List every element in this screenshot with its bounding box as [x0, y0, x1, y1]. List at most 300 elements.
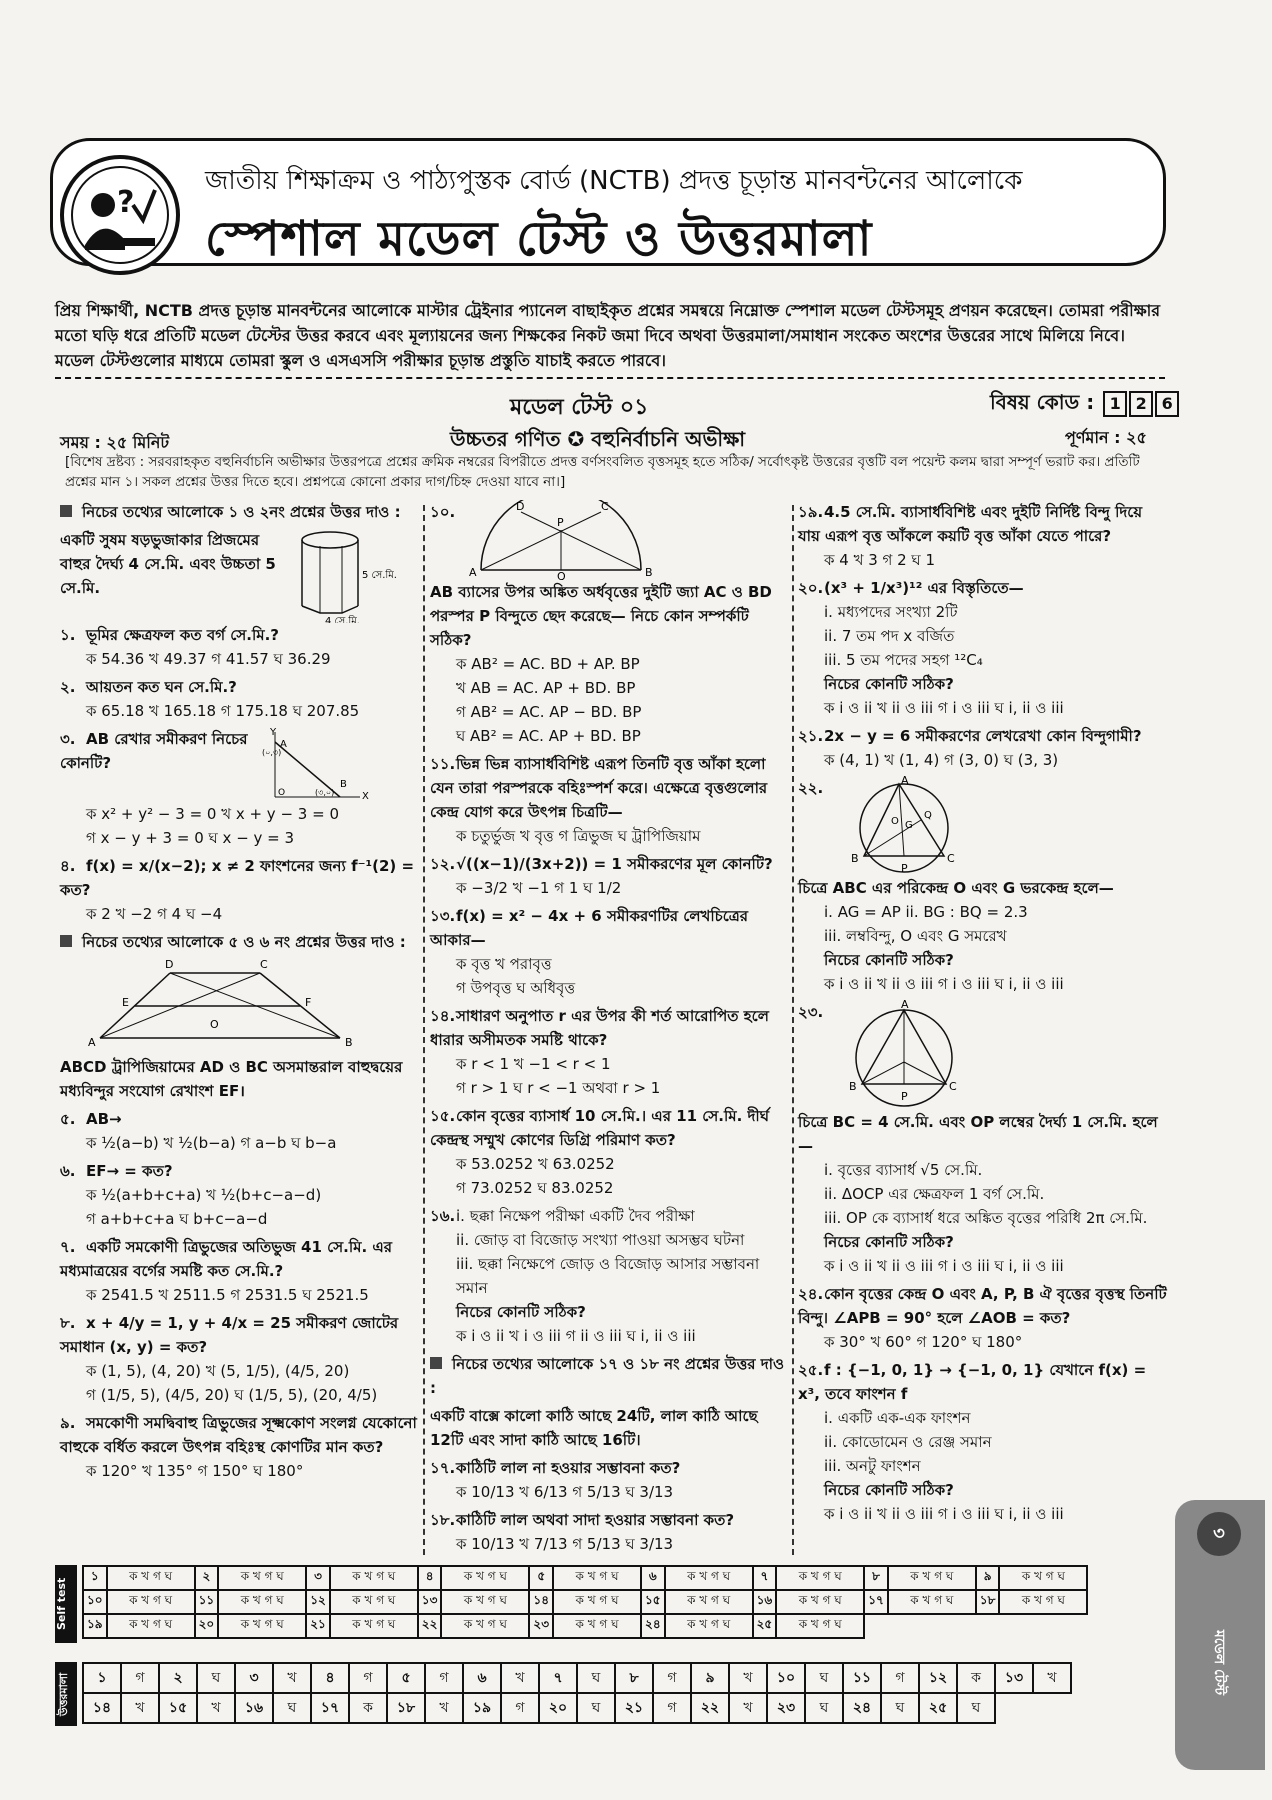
question-text: কাঠিটি লাল অথবা সাদা হওয়ার সম্ভাবনা কত? — [456, 1511, 735, 1529]
answer-bubbles[interactable]: ক খ গ ঘ — [330, 1566, 418, 1590]
question-text: নিচের কোনটি সঠিক? — [824, 951, 954, 969]
question-number: ১৭. — [430, 1459, 456, 1477]
answer-number: ২ — [159, 1663, 197, 1693]
subject-title: উচ্চতর গণিত ✪ বহুনির্বাচনি অভীক্ষা — [450, 427, 746, 451]
answer-number: ৯ — [691, 1663, 729, 1693]
self-test-number: ৮ — [864, 1566, 888, 1590]
point-label: B — [848, 1080, 857, 1093]
full-marks: পূর্ণমান : ২৫ — [1065, 428, 1147, 447]
answer-number: ১৮ — [387, 1693, 425, 1723]
point-label: A — [900, 1000, 909, 1011]
question-text: নিচের কোনটি সঠিক? — [456, 1303, 586, 1321]
answer-letter: গ — [501, 1693, 539, 1723]
options: ক 65.18 খ 165.18 গ 175.18 ঘ 207.85 — [86, 702, 360, 720]
page-tab — [1175, 1500, 1265, 1770]
question-16 — [430, 1204, 790, 1348]
question-18 — [430, 1508, 790, 1556]
question-text: কোন বৃত্তের ব্যাসার্ধ 10 সে.মি.। এর 11 সে.মি. দীর্ঘ কেন্দ্রস্থ সম্মুখ কোণের ডিগ্রি পরিমাণ কত? — [430, 1107, 769, 1149]
question-number: ২. — [60, 678, 76, 696]
answer-number: ১৫ — [159, 1693, 197, 1723]
question-17 — [430, 1456, 790, 1504]
options: ক 53.0252 খ 63.0252 — [456, 1155, 615, 1173]
prism-figure — [290, 528, 410, 623]
statement: i. মধ্যপদের সংখ্যা 2টি — [824, 603, 958, 621]
answer-number: ২৪ — [843, 1693, 881, 1723]
question-text: চিত্রে BC = 4 সে.মি. এবং OP লম্বের দৈর্ঘ্য 1 সে.মি. হলে— — [798, 1113, 1158, 1155]
self-test-number: ২০ — [195, 1614, 219, 1638]
stem-text: নিচের তথ্যের আলোকে ১ ও ২নং প্রশ্নের উত্তর দাও : — [82, 503, 401, 521]
question-number: ২১. — [798, 727, 824, 745]
self-test-number: ১৪ — [529, 1590, 553, 1614]
question-24 — [798, 1282, 1168, 1354]
point-label: A — [280, 739, 287, 750]
stem-1-block — [60, 528, 420, 623]
answer-bubbles[interactable]: ক খ গ ঘ — [441, 1614, 529, 1638]
question-number: ৩. — [60, 730, 76, 748]
answer-number: ২৫ — [919, 1693, 957, 1723]
point-label: P — [900, 1090, 908, 1103]
svg-text:?: ? — [117, 185, 135, 220]
self-test-grid — [82, 1565, 1088, 1639]
statement: ii. জোড় বা বিজোড় সংখ্যা পাওয়া অসম্ভব ঘটনা — [456, 1231, 745, 1249]
stem-17-18 — [430, 1352, 790, 1400]
answer-bubbles[interactable]: ক খ গ ঘ — [776, 1614, 864, 1638]
self-test-number: ২ — [195, 1566, 219, 1590]
statement: i. বৃত্তের ব্যাসার্ধ √5 সে.মি. — [824, 1161, 983, 1179]
answer-bubbles[interactable]: ক খ গ ঘ — [999, 1590, 1087, 1614]
self-test-number: ১০ — [83, 1590, 107, 1614]
question-number: ২২. — [798, 779, 824, 797]
statement: i. AG = AP ii. BG : BQ = 2.3 — [824, 903, 1028, 921]
question-number: ১৩. — [430, 907, 456, 925]
answer-bubbles[interactable]: ক খ গ ঘ — [553, 1590, 641, 1614]
square-bullet-icon — [60, 505, 72, 517]
page-tab-text: মডেল টেস্ট — [1211, 1630, 1227, 1696]
question-1 — [60, 623, 420, 671]
self-test-number: ৭ — [753, 1566, 777, 1590]
question-text: AB রেখার সমীকরণ নিচের কোনটি? — [60, 730, 248, 772]
options: গ (1/5, 5), (4/5, 20) ঘ (1/5, 5), (20, 4/5) — [86, 1386, 378, 1404]
self-test-row — [83, 1566, 1087, 1590]
statement: i. ছক্কা নিক্ষেপ পরীক্ষা একটি দৈব পরীক্ষা — [456, 1207, 695, 1225]
answer-bubbles[interactable]: ক খ গ ঘ — [107, 1614, 195, 1638]
point-label: G — [904, 820, 913, 831]
answer-letter: ঘ — [957, 1693, 995, 1723]
point-label: B — [644, 566, 653, 579]
self-test-number: ১ — [83, 1566, 107, 1590]
point-label: A — [88, 1036, 96, 1048]
question-10 — [430, 500, 790, 748]
question-number: ১১. — [430, 755, 456, 773]
question-number: ১৮. — [430, 1511, 456, 1529]
options: ক (4, 1) খ (1, 4) গ (3, 0) ঘ (3, 3) — [824, 751, 1059, 769]
logo-icon — [55, 150, 185, 280]
question-14 — [430, 1004, 790, 1100]
answer-letter: খ — [729, 1663, 767, 1693]
answer-number: ২২ — [691, 1693, 729, 1723]
answer-letter: খ — [501, 1663, 539, 1693]
self-test-number: ২৫ — [753, 1614, 777, 1638]
answer-bubbles[interactable]: ক খ গ ঘ — [107, 1566, 195, 1590]
self-test-number: ১৭ — [864, 1590, 888, 1614]
question-number: ১৫. — [430, 1107, 456, 1125]
circumcircle-figure — [829, 776, 979, 876]
question-text: 4.5 সে.মি. ব্যাসার্ধবিশিষ্ট এবং দুইটি নির্দিষ্ট বিন্দু দিয়ে যায় এরূপ বৃত্ত আঁকলে কয়টি বৃত্ত আঁকা যেতে পারে? — [798, 503, 1143, 545]
self-test-number: ১৫ — [641, 1590, 665, 1614]
banner-subtitle: জাতীয় শিক্ষাক্রম ও পাঠ্যপুস্তক বোর্ড (NCTB) প্রদত্ত চূড়ান্ত মানবন্টনের আলোকে — [205, 166, 1023, 196]
answer-number: ৭ — [539, 1663, 577, 1693]
question-number: ৯. — [60, 1414, 76, 1432]
answer-number: ৮ — [615, 1663, 653, 1693]
options: ক (1, 5), (4, 20) খ (5, 1/5), (4/5, 20) — [86, 1362, 350, 1380]
question-text: সাধারণ অনুপাত r এর উপর কী শর্ত আরোপিত হলে ধারার অসীমতক সমষ্টি থাকে? — [430, 1007, 769, 1049]
self-test-number: ৯ — [976, 1566, 1000, 1590]
column-divider — [423, 505, 425, 1555]
options: খ AB = AC. AP + BD. BP — [456, 679, 636, 697]
answer-letter: গ — [881, 1663, 919, 1693]
answer-letter: খ — [197, 1693, 235, 1723]
answer-number: ৬ — [463, 1663, 501, 1693]
point-label: Q — [923, 810, 932, 821]
answer-letter: গ — [653, 1663, 691, 1693]
answer-bubbles[interactable]: ক খ গ ঘ — [888, 1590, 976, 1614]
time-label: সময় : ২৫ মিনিট — [60, 433, 170, 452]
question-7 — [60, 1235, 420, 1307]
page-number: ৩ — [1197, 1512, 1241, 1556]
answer-grid — [82, 1662, 1072, 1724]
self-test-number: ২২ — [418, 1614, 442, 1638]
question-number: ২৩. — [798, 1003, 824, 1021]
question-number: ২৫. — [798, 1361, 824, 1379]
point-label: F — [305, 996, 312, 1009]
options: গ x − y + 3 = 0 ঘ x − y = 3 — [86, 829, 295, 847]
answer-letter: গ — [653, 1693, 691, 1723]
square-bullet-icon — [430, 1357, 442, 1369]
answer-bubbles[interactable]: ক খ গ ঘ — [218, 1614, 306, 1638]
answer-bubbles[interactable]: ক খ গ ঘ — [553, 1566, 641, 1590]
answer-bubbles[interactable]: ক খ গ ঘ — [776, 1590, 864, 1614]
statement: iii. ছক্কা নিক্ষেপে জোড় ও বিজোড় আসার সম্ভাবনা সমান — [456, 1255, 760, 1297]
self-test-number: ১৩ — [418, 1590, 442, 1614]
stem-text: একটি বাক্সে কালো কাঠি আছে 24টি, লাল কাঠি আছে 12টি এবং সাদা কাঠি আছে 16টি। — [430, 1407, 758, 1449]
options: ক 2 খ −2 গ 4 ঘ −4 — [86, 905, 223, 923]
question-15 — [430, 1104, 790, 1200]
self-test-number: ৪ — [418, 1566, 442, 1590]
point-label: D — [515, 500, 525, 513]
options: গ উপবৃত্ত ঘ অধিবৃত্ত — [456, 979, 576, 997]
self-test-number: ১৬ — [753, 1590, 777, 1614]
options: ক 30° খ 60° গ 120° ঘ 180° — [824, 1333, 1023, 1351]
options: ক i ও ii খ i ও iii গ ii ও iii ঘ i, ii ও iii — [456, 1327, 696, 1345]
options: ক i ও ii খ ii ও iii গ i ও iii ঘ i, ii ও iii — [824, 699, 1064, 717]
point-label: B — [345, 1036, 353, 1048]
options: ক r < 1 খ −1 < r < 1 — [456, 1055, 611, 1073]
answer-number: ১৬ — [235, 1693, 273, 1723]
options: গ AB² = AC. AP − BD. BP — [456, 703, 642, 721]
answer-letter: ঘ — [197, 1663, 235, 1693]
circle-triangle-figure — [829, 1000, 979, 1110]
question-text: x + 4/y = 1, y + 4/x = 25 সমীকরণ জোটের সমাধান (x, y) = কত? — [60, 1314, 399, 1356]
answer-letter: গ — [121, 1663, 159, 1693]
statement: iii. 5 তম পদের সহগ ¹²C₄ — [824, 651, 983, 669]
answers-label: উত্তরমালা — [55, 1662, 77, 1726]
question-number: ২০. — [798, 579, 824, 597]
point-label: C — [946, 852, 955, 865]
options: ক ½(a+b+c+a) খ ½(b+c−a−d) — [86, 1186, 322, 1204]
answer-letter: গ — [425, 1663, 463, 1693]
question-text: ভূমির ক্ষেত্রফল কত বর্গ সে.মি.? — [86, 626, 279, 644]
point-label: O — [890, 816, 899, 827]
stem-1-2 — [60, 500, 420, 524]
question-text: কোন বৃত্তের কেন্দ্র O এবং A, P, B ঐ বৃত্তের বৃত্তস্থ তিনটি বিন্দু। ∠APB = 90° হলে ∠AOB = কত? — [798, 1285, 1167, 1327]
self-test-number: ৬ — [641, 1566, 665, 1590]
options: ক বৃত্ত খ পরাবৃত্ত — [456, 955, 552, 973]
question-11 — [430, 752, 790, 848]
options: ক i ও ii খ ii ও iii গ i ও iii ঘ i, ii ও iii — [824, 975, 1064, 993]
self-test-number: ৩ — [306, 1566, 330, 1590]
answer-number: ১ — [83, 1663, 121, 1693]
question-number: ৫. — [60, 1110, 76, 1128]
answer-bubbles[interactable]: ক খ গ ঘ — [888, 1566, 976, 1590]
subject-code — [990, 388, 1179, 421]
answer-bubbles[interactable]: ক খ গ ঘ — [218, 1590, 306, 1614]
answer-number: ১৩ — [995, 1663, 1033, 1693]
answer-letter: ঘ — [577, 1663, 615, 1693]
question-text: f(x) = x² − 4x + 6 সমীকরণটির লেখচিত্রের আকার— — [430, 907, 749, 949]
self-test-number: ১৯ — [83, 1614, 107, 1638]
answer-number: ৩ — [235, 1663, 273, 1693]
answer-letter: গ — [349, 1663, 387, 1693]
question-text: AB→ — [86, 1110, 122, 1128]
question-text: কাঠিটি লাল না হওয়ার সম্ভাবনা কত? — [456, 1459, 681, 1477]
answer-number: ১৭ — [311, 1693, 349, 1723]
answer-letter: খ — [273, 1663, 311, 1693]
coord-label: (০,৩) — [262, 748, 282, 757]
options: ঘ AB² = AC. AP + BD. BP — [456, 727, 641, 745]
options: ক 2541.5 খ 2511.5 গ 2531.5 ঘ 2521.5 — [86, 1286, 369, 1304]
question-number: ১৬. — [430, 1207, 456, 1225]
code-digit: 2 — [1129, 391, 1153, 417]
answer-letter: খ — [425, 1693, 463, 1723]
self-test-number: ২১ — [306, 1614, 330, 1638]
prism-height-label: 5 সে.মি. — [362, 570, 397, 581]
point-label: Q — [556, 570, 566, 580]
answer-bubbles[interactable]: ক খ গ ঘ — [441, 1590, 529, 1614]
options: ক x² + y² − 3 = 0 খ x + y − 3 = 0 — [86, 805, 339, 823]
options: ক 4 খ 3 গ 2 ঘ 1 — [824, 551, 935, 569]
point-label: D — [165, 958, 174, 971]
answer-bubbles[interactable]: ক খ গ ঘ — [441, 1566, 529, 1590]
banner-title: স্পেশাল মডেল টেস্ট ও উত্তরমালা — [205, 211, 873, 267]
question-25 — [798, 1358, 1168, 1526]
axis-label: Y — [270, 727, 277, 738]
question-text: (x³ + 1/x³)¹² এর বিস্তৃতিতে— — [824, 579, 1024, 597]
question-number: ১৪. — [430, 1007, 456, 1025]
model-test-title: মডেল টেস্ট ০১ — [510, 395, 649, 420]
question-number: ৮. — [60, 1314, 76, 1332]
question-22 — [798, 776, 1168, 996]
answer-number: ১০ — [767, 1663, 805, 1693]
point-label: C — [600, 500, 609, 513]
answer-letter: ঘ — [805, 1693, 843, 1723]
question-5 — [60, 1107, 420, 1155]
question-number: ১. — [60, 626, 76, 644]
answer-number: ২৩ — [767, 1693, 805, 1723]
self-test-number: ১৮ — [976, 1590, 1000, 1614]
point-label: E — [122, 996, 129, 1009]
answer-letter: খ — [121, 1693, 159, 1723]
options: গ a+b+c+a ঘ b+c−a−d — [86, 1210, 268, 1228]
point-label: P — [556, 516, 564, 529]
statement: iii. অনটু ফাংশন — [824, 1457, 921, 1475]
column-1 — [60, 500, 420, 1487]
semicircle-figure — [461, 500, 661, 580]
self-test-row — [83, 1614, 1087, 1638]
answer-number: ৪ — [311, 1663, 349, 1693]
instruction: [বিশেষ দ্রষ্টব্য : সরবরাহকৃত বহুনির্বাচনি অভীক্ষার উত্তরপত্রে প্রশ্নের ক্রমিক নম্বরের বিপরীতে প্রদত্ত বর্ণসংবলিত বৃত্তসমূহ হতে সঠিক/ সর্বোৎকৃষ্ট উত্তরের বৃত্তটি বল পয়েন্ট কলম দ্বারা সম্পূর্ণ ভরাট কর। প্রতিটি প্রশ্নের মান ১। সকল প্রশ্নের উত্তর দিতে হবে। প্রশ্নপত্রে কোনো প্রকার দাগ/চিহ্ন দেওয়া যাবে না।] — [65, 454, 1140, 490]
question-8 — [60, 1311, 420, 1407]
point-label: O — [278, 788, 286, 798]
code-digit: 1 — [1103, 391, 1127, 417]
options: ক 10/13 খ 7/13 গ 5/13 ঘ 3/13 — [456, 1535, 674, 1553]
point-label: A — [468, 566, 477, 579]
options: গ 73.0252 ঘ 83.0252 — [456, 1179, 614, 1197]
statement: iii. লম্ববিন্দু, O এবং G সমরেখ — [824, 927, 1007, 945]
point-label: B — [850, 852, 859, 865]
answer-bubbles[interactable]: ক খ গ ঘ — [107, 1590, 195, 1614]
point-label: P — [900, 862, 908, 875]
prism-side-label: 4 সে.মি. — [325, 616, 360, 623]
point-label: C — [260, 958, 268, 971]
answer-number: ১৪ — [83, 1693, 121, 1723]
question-21 — [798, 724, 1168, 772]
options: ক চতুর্ভুজ খ বৃত্ত গ ত্রিভুজ ঘ ট্রাপিজিয়াম — [456, 827, 701, 845]
column-2 — [430, 500, 790, 1560]
statement: ii. কোডোমেন ও রেঞ্জ সমান — [824, 1433, 992, 1451]
column-divider — [792, 505, 794, 1555]
answer-bubbles[interactable]: ক খ গ ঘ — [330, 1614, 418, 1638]
intro-text: প্রিয় শিক্ষার্থী, NCTB প্রদত্ত চূড়ান্ত মানবন্টনের আলোকে মাস্টার ট্রেইনার প্যানেল বাছাইকৃত প্রশ্নের সমন্বয়ে নিম্নোক্ত স্পেশাল মডেল টেস্টসমূহ প্রণয়ন করেছেন। তোমরা পরীক্ষার মতো ঘড়ি ধরে প্রতিটি মডেল টেস্টের উত্তর করবে এবং মূল্যায়নের জন্য শিক্ষকের নিকট জমা দিবে অথবা উত্তরমালা/সমাধান সংকেত অংশের উত্তরের সাথে মিলিয়ে নিবে। মডেল টেস্টগুলোর মাধ্যমে তোমরা স্কুল ও এসএসসি পরীক্ষার চূড়ান্ত প্রস্তুতি যাচাই করতে পারবে। — [55, 301, 1161, 370]
self-test-number: ৫ — [529, 1566, 553, 1590]
options: ক 10/13 খ 6/13 গ 5/13 ঘ 3/13 — [456, 1483, 674, 1501]
line-ab-figure — [260, 727, 370, 802]
question-23 — [798, 1000, 1168, 1278]
point-label: O — [210, 1018, 219, 1031]
answer-letter: ঘ — [805, 1663, 843, 1693]
question-text: আয়তন কত ঘন সে.মি.? — [86, 678, 237, 696]
answer-bubbles[interactable]: ক খ গ ঘ — [330, 1590, 418, 1614]
question-9 — [60, 1411, 420, 1483]
question-text: f : {−1, 0, 1} → {−1, 0, 1} যেখানে f(x) = x³, তবে ফাংশন f — [798, 1361, 1147, 1403]
self-test-number: ১২ — [306, 1590, 330, 1614]
answer-bubbles[interactable]: ক খ গ ঘ — [999, 1566, 1087, 1590]
question-text: নিচের কোনটি সঠিক? — [824, 675, 954, 693]
point-label: C — [948, 1080, 957, 1093]
stem-5-6 — [60, 930, 420, 954]
question-6 — [60, 1159, 420, 1231]
options: ক AB² = AC. BD + AP. BP — [456, 655, 640, 673]
answer-bubbles[interactable]: ক খ গ ঘ — [665, 1566, 753, 1590]
question-text: AB ব্যাসের উপর অঙ্কিত অর্ধবৃত্তের দুইটি জ্যা AC ও BD পরস্পর P বিন্দুতে ছেদ করেছে— নিচে কোন সম্পর্কটি সঠিক? — [430, 583, 772, 649]
question-20 — [798, 576, 1168, 720]
question-text: EF→ = কত? — [86, 1162, 173, 1180]
options: ক 120° খ 135° গ 150° ঘ 180° — [86, 1462, 304, 1480]
answer-bubbles[interactable]: ক খ গ ঘ — [665, 1614, 753, 1638]
question-13 — [430, 904, 790, 1000]
question-text: 2x − y = 6 সমীকরণের লেখরেখা কোন বিন্দুগামী? — [824, 727, 1142, 745]
question-text: চিত্রে ABC এর পরিকেন্দ্র O এবং G ভরকেন্দ্র হলে— — [798, 879, 1114, 897]
statement: ii. 7 তম পদ x বর্জিত — [824, 627, 955, 645]
answer-number: ৫ — [387, 1663, 425, 1693]
question-19 — [798, 500, 1168, 572]
question-text: সমকোণী সমদ্বিবাহু ত্রিভুজের সূক্ষ্মকোণ সংলগ্ন যেকোনো বাহুকে বর্ধিত করলে উৎপন্ন বহিঃস্থ কোণটির মান কত? — [60, 1414, 417, 1456]
answer-letter: খ — [729, 1693, 767, 1723]
options: ক ½(a−b) খ ½(b−a) গ a−b ঘ b−a — [86, 1134, 337, 1152]
question-number: ৪. — [60, 857, 76, 875]
question-text: একটি সমকোণী ত্রিভুজের অতিভুজ 41 সে.মি. এর মধ্যমাত্রয়ের বর্গের সমষ্টি কত সে.মি.? — [60, 1238, 393, 1280]
question-number: ৬. — [60, 1162, 76, 1180]
column-3 — [798, 500, 1168, 1530]
options: ক 54.36 খ 49.37 গ 41.57 ঘ 36.29 — [86, 650, 331, 668]
self-test-number: ১১ — [195, 1590, 219, 1614]
answer-number: ১১ — [843, 1663, 881, 1693]
question-text: নিচের কোনটি সঠিক? — [824, 1233, 954, 1251]
options: ক −3/2 খ −1 গ 1 ঘ 1/2 — [456, 879, 622, 897]
answer-letter: ঘ — [273, 1693, 311, 1723]
statement: ii. ΔOCP এর ক্ষেত্রফল 1 বর্গ সে.মি. — [824, 1185, 1045, 1203]
point-label: B — [340, 779, 347, 790]
answer-bubbles[interactable]: ক খ গ ঘ — [665, 1590, 753, 1614]
answer-number: ২০ — [539, 1693, 577, 1723]
options: ক i ও ii খ ii ও iii গ i ও iii ঘ i, ii ও iii — [824, 1505, 1064, 1523]
question-number: ১০. — [430, 503, 456, 521]
question-3 — [60, 727, 420, 850]
question-text: √((x−1)/(3x+2)) = 1 সমীকরণের মূল কোনটি? — [456, 855, 773, 873]
answer-letter: ঘ — [881, 1693, 919, 1723]
answer-row — [83, 1693, 1071, 1723]
coord-label: (৩,০) — [315, 788, 335, 797]
self-test-number: ২৪ — [641, 1614, 665, 1638]
stem-text: একটি সুষম ষড়ভুজাকার প্রিজমের বাহুর দৈর্ঘ্য 4 সে.মি. এবং উচ্চতা 5 সে.মি. — [60, 531, 276, 597]
answer-bubbles[interactable]: ক খ গ ঘ — [218, 1566, 306, 1590]
question-number: ২৪. — [798, 1285, 824, 1303]
code-digit: 6 — [1155, 391, 1179, 417]
answer-number: ১২ — [919, 1663, 957, 1693]
statement: iii. OP কে ব্যাসার্ধ ধরে অঙ্কিত বৃত্তের পরিধি 2π সে.মি. — [824, 1209, 1148, 1227]
self-test-label: Self test — [55, 1565, 77, 1643]
statement: i. একটি এক-এক ফাংশন — [824, 1409, 971, 1427]
answer-bubbles[interactable]: ক খ গ ঘ — [553, 1614, 641, 1638]
subject-code-label: বিষয় কোড : — [990, 390, 1095, 414]
answer-number: ১৯ — [463, 1693, 501, 1723]
stem-text: নিচের তথ্যের আলোকে ৫ ও ৬ নং প্রশ্নের উত্তর দাও : — [82, 933, 406, 951]
point-label: A — [900, 776, 909, 787]
divider — [55, 377, 1165, 379]
self-test-row — [83, 1590, 1087, 1614]
answer-number: ২১ — [615, 1693, 653, 1723]
question-number: ১২. — [430, 855, 456, 873]
answer-letter: খ — [1033, 1663, 1071, 1693]
answer-row — [83, 1663, 1071, 1693]
question-2 — [60, 675, 420, 723]
question-number: ১৯. — [798, 503, 824, 521]
options: ক i ও ii খ ii ও iii গ i ও iii ঘ i, ii ও iii — [824, 1257, 1064, 1275]
question-text: নিচের কোনটি সঠিক? — [824, 1481, 954, 1499]
answer-bubbles[interactable]: ক খ গ ঘ — [776, 1566, 864, 1590]
question-text: f(x) = x/(x−2); x ≠ 2 ফাংশনের জন্য f⁻¹(2) = কত? — [60, 857, 415, 899]
question-text: ভিন্ন ভিন্ন ব্যাসার্ধবিশিষ্ট এরূপ তিনটি বৃত্ত আঁকা হলো যেন তারা পরস্পরকে বহিঃস্পর্শ করে। এক্ষেত্রে বৃত্তগুলোর কেন্দ্র যোগ করে উৎপন্ন চিত্রটি— — [430, 755, 768, 821]
self-test-number: ২৩ — [529, 1614, 553, 1638]
